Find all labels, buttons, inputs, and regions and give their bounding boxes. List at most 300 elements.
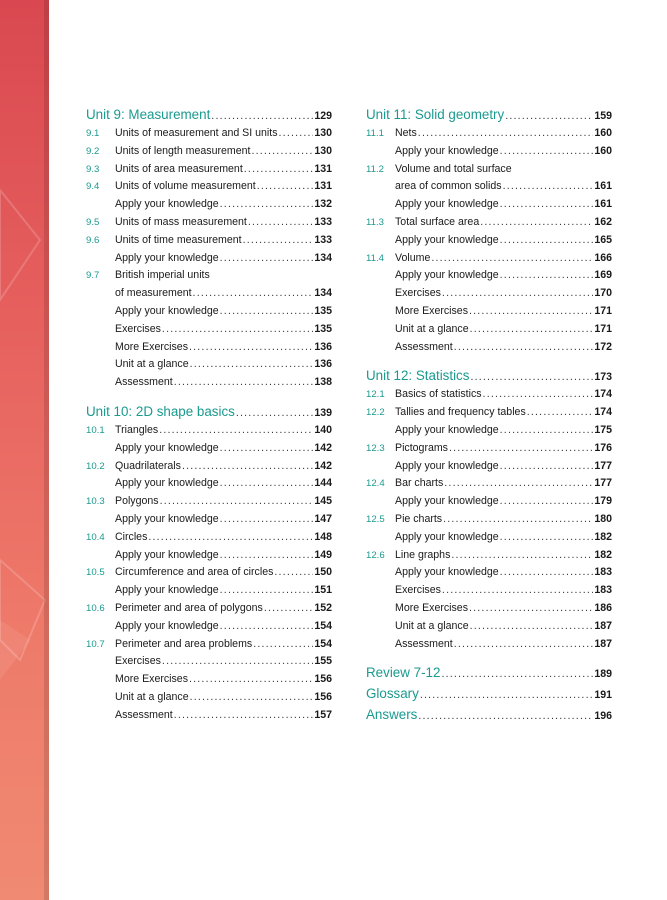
dot-leader bbox=[220, 511, 314, 529]
unit-heading-unit-11-solid-geometry[interactable] bbox=[366, 104, 612, 125]
toc-entry[interactable] bbox=[366, 143, 612, 161]
page-number: 161 bbox=[594, 198, 612, 211]
section-number: 12.4 bbox=[366, 478, 385, 490]
page-number: 140 bbox=[314, 423, 332, 436]
toc-entry[interactable] bbox=[366, 511, 612, 529]
section-number: 10.5 bbox=[86, 567, 105, 579]
page-number: 162 bbox=[594, 215, 612, 228]
section-number: 11.4 bbox=[366, 252, 384, 264]
dot-leader bbox=[193, 285, 314, 303]
entry-text bbox=[115, 196, 332, 214]
toc-entry[interactable] bbox=[366, 458, 612, 476]
toc-entry[interactable] bbox=[366, 404, 612, 422]
toc-entry[interactable] bbox=[86, 564, 332, 582]
toc-entry[interactable] bbox=[366, 475, 612, 493]
dot-leader bbox=[442, 582, 593, 600]
entry-text bbox=[115, 440, 332, 458]
section-number: 10.2 bbox=[86, 460, 105, 472]
entry-text bbox=[115, 671, 332, 689]
toc-entry[interactable] bbox=[366, 582, 612, 600]
page-number: 174 bbox=[594, 388, 612, 401]
toc-entry[interactable] bbox=[86, 232, 332, 250]
page-number: 171 bbox=[594, 304, 612, 317]
entry-text bbox=[115, 250, 332, 268]
page-number: 154 bbox=[314, 619, 332, 632]
dot-leader bbox=[182, 458, 313, 476]
toc-entry[interactable] bbox=[366, 196, 612, 214]
toc-entry[interactable] bbox=[366, 564, 612, 582]
page-number: 131 bbox=[314, 162, 332, 175]
dot-leader bbox=[500, 529, 594, 547]
entry-text bbox=[395, 267, 612, 285]
toc-entry[interactable] bbox=[86, 161, 332, 179]
entry-text bbox=[395, 250, 612, 268]
entry-text bbox=[395, 564, 612, 582]
toc-entry[interactable] bbox=[366, 321, 612, 339]
toc-entry[interactable] bbox=[86, 321, 332, 339]
entry-text bbox=[395, 618, 612, 636]
entry-text bbox=[395, 285, 612, 303]
entry-title: Apply your knowledge bbox=[115, 548, 219, 561]
page-number: 171 bbox=[594, 322, 612, 335]
toc-entry[interactable] bbox=[366, 636, 612, 654]
entry-text bbox=[115, 475, 332, 493]
page-number: 150 bbox=[314, 566, 332, 579]
entry-text bbox=[115, 356, 332, 374]
toc-entry[interactable] bbox=[366, 250, 612, 268]
entry-text bbox=[115, 339, 332, 357]
toc-entry[interactable] bbox=[366, 600, 612, 618]
page-number: 173 bbox=[594, 371, 612, 384]
toc-entry[interactable] bbox=[366, 303, 612, 321]
section-number: 9.2 bbox=[86, 145, 100, 157]
entry-title: Apply your knowledge bbox=[115, 512, 219, 525]
toc-entry[interactable] bbox=[86, 440, 332, 458]
toc-entry[interactable] bbox=[86, 214, 332, 232]
dot-leader bbox=[431, 250, 593, 268]
entry-text bbox=[115, 511, 332, 529]
dot-leader bbox=[500, 564, 594, 582]
entry-title: Apply your knowledge bbox=[395, 144, 499, 157]
dot-leader bbox=[248, 214, 313, 232]
entry-title: Exercises bbox=[115, 322, 161, 335]
page-number: 129 bbox=[314, 110, 332, 122]
page-number: 172 bbox=[594, 340, 612, 353]
section-number: 10.6 bbox=[86, 602, 105, 614]
page-number: 177 bbox=[594, 459, 612, 472]
dot-leader bbox=[244, 161, 314, 179]
toc-entry[interactable] bbox=[86, 689, 332, 707]
entry-text bbox=[395, 440, 612, 458]
page-number: 142 bbox=[314, 459, 332, 472]
entry-text bbox=[115, 689, 332, 707]
dot-leader bbox=[470, 321, 594, 339]
entry-text bbox=[395, 321, 612, 339]
toc-entry[interactable] bbox=[366, 440, 612, 458]
unit-heading-unit-12-statistics[interactable] bbox=[366, 365, 612, 386]
entry-title: Quadrilaterals bbox=[115, 459, 181, 472]
dot-leader bbox=[257, 178, 314, 196]
entry-title: Units of area measurement bbox=[115, 162, 243, 175]
entry-title: Exercises bbox=[115, 655, 161, 668]
entry-title: Triangles bbox=[115, 423, 159, 436]
entry-text bbox=[115, 267, 332, 285]
entry-text bbox=[115, 564, 332, 582]
page-number: 136 bbox=[314, 340, 332, 353]
entry-title: Units of length measurement bbox=[115, 144, 251, 157]
dot-leader bbox=[190, 689, 314, 707]
page-number: 130 bbox=[314, 127, 332, 139]
dot-leader bbox=[220, 618, 314, 636]
toc-entry[interactable] bbox=[86, 303, 332, 321]
entry-text bbox=[395, 600, 612, 618]
dot-leader bbox=[243, 232, 314, 250]
dot-leader bbox=[189, 339, 313, 357]
page-number: 142 bbox=[314, 441, 332, 454]
section-number: 9.5 bbox=[86, 216, 100, 228]
entry-title: Tallies and frequency tables bbox=[395, 406, 526, 419]
toc-entry[interactable] bbox=[366, 493, 612, 511]
dot-leader bbox=[470, 618, 594, 636]
entry-title: Unit at a glance bbox=[115, 690, 189, 703]
entry-text bbox=[115, 321, 332, 339]
page-number: 170 bbox=[594, 287, 612, 300]
toc-entry[interactable] bbox=[86, 458, 332, 476]
section-number: 12.1 bbox=[366, 389, 385, 401]
entry-title: Units of mass measurement bbox=[115, 215, 247, 228]
entry-text bbox=[115, 214, 332, 232]
toc-right-column bbox=[366, 104, 612, 725]
dot-leader bbox=[220, 250, 314, 268]
entry-text bbox=[115, 125, 332, 143]
section-number: 11.3 bbox=[366, 216, 384, 228]
dot-leader bbox=[420, 685, 593, 706]
entry-title: Exercises bbox=[395, 287, 441, 300]
toc-entry[interactable] bbox=[86, 529, 332, 547]
dot-leader bbox=[189, 671, 313, 689]
entry-text bbox=[115, 178, 332, 196]
entry-title: Apply your knowledge bbox=[395, 495, 499, 508]
entry-title: More Exercises bbox=[395, 304, 468, 317]
toc-left-column bbox=[86, 104, 332, 725]
toc-entry[interactable] bbox=[86, 582, 332, 600]
section-number: 9.4 bbox=[86, 181, 100, 193]
dot-leader bbox=[253, 636, 313, 654]
entry-text bbox=[395, 511, 612, 529]
page-number: 131 bbox=[314, 180, 332, 193]
page-number: 182 bbox=[594, 548, 612, 561]
toc-entry[interactable] bbox=[86, 618, 332, 636]
entry-title: Apply your knowledge bbox=[115, 251, 219, 264]
toc-entry[interactable] bbox=[366, 386, 612, 404]
entry-title: Units of volume measurement bbox=[115, 180, 256, 193]
unit-title: Answers bbox=[366, 707, 418, 723]
toc-entry[interactable] bbox=[86, 547, 332, 565]
entry-title: More Exercises bbox=[395, 601, 468, 614]
page-number: 135 bbox=[314, 322, 332, 335]
unit-title: Glossary bbox=[366, 686, 419, 702]
dot-leader bbox=[220, 440, 314, 458]
section-gap bbox=[86, 392, 332, 401]
dot-leader bbox=[469, 303, 593, 321]
dot-leader bbox=[220, 196, 314, 214]
entry-text bbox=[115, 582, 332, 600]
entry-title: Apply your knowledge bbox=[395, 459, 499, 472]
dot-leader bbox=[418, 706, 593, 727]
toc-entry[interactable] bbox=[86, 493, 332, 511]
entry-title: Perimeter and area problems bbox=[115, 637, 253, 650]
dot-leader bbox=[500, 196, 594, 214]
page-number: 157 bbox=[314, 708, 332, 721]
section-number: 12.3 bbox=[366, 442, 385, 454]
dot-leader bbox=[469, 600, 593, 618]
toc-entry[interactable] bbox=[86, 707, 332, 725]
page-number: 179 bbox=[594, 495, 612, 508]
page-number: 159 bbox=[594, 110, 612, 122]
entry-title: Circles bbox=[115, 530, 148, 543]
section-number: 11.1 bbox=[366, 128, 384, 139]
dot-leader bbox=[500, 493, 594, 511]
dot-leader bbox=[483, 386, 594, 404]
entry-text bbox=[115, 600, 332, 618]
page-number: 147 bbox=[314, 512, 332, 525]
page-number: 176 bbox=[594, 441, 612, 454]
toc-entry[interactable] bbox=[86, 475, 332, 493]
page-number: 130 bbox=[314, 144, 332, 157]
unit-heading-glossary[interactable] bbox=[366, 683, 612, 704]
entry-text bbox=[395, 214, 612, 232]
page-number: 154 bbox=[314, 637, 332, 650]
toc-entry[interactable] bbox=[86, 374, 332, 392]
entry-title: Basics of statistics bbox=[395, 388, 482, 401]
entry-title: Volume bbox=[395, 251, 431, 264]
entry-title: Units of time measurement bbox=[115, 233, 242, 246]
dot-leader bbox=[500, 422, 594, 440]
entry-title: Apply your knowledge bbox=[115, 441, 219, 454]
dot-leader bbox=[190, 356, 314, 374]
entry-text bbox=[115, 232, 332, 250]
page-number: 191 bbox=[594, 689, 612, 702]
toc-entry[interactable] bbox=[86, 178, 332, 196]
entry-title: British imperial units bbox=[115, 269, 210, 282]
decorative-side-band bbox=[0, 0, 49, 900]
entry-text bbox=[395, 232, 612, 250]
toc-entry[interactable] bbox=[86, 196, 332, 214]
page-number: 136 bbox=[314, 358, 332, 371]
toc-entry[interactable] bbox=[86, 511, 332, 529]
page-number: 148 bbox=[314, 530, 332, 543]
toc-entry[interactable] bbox=[86, 250, 332, 268]
toc-entry[interactable] bbox=[366, 125, 612, 143]
page-number: 134 bbox=[314, 251, 332, 264]
dot-leader bbox=[527, 404, 594, 422]
entry-text bbox=[395, 161, 612, 179]
entry-title: Apply your knowledge bbox=[115, 198, 219, 211]
dot-leader bbox=[441, 664, 593, 685]
unit-title: Unit 12: Statistics bbox=[366, 368, 470, 384]
toc-entry[interactable] bbox=[86, 671, 332, 689]
dot-leader bbox=[174, 374, 314, 392]
dot-leader bbox=[220, 547, 314, 565]
page-number: 166 bbox=[594, 251, 612, 264]
entry-text bbox=[395, 303, 612, 321]
dot-leader bbox=[454, 636, 594, 654]
entry-title: Apply your knowledge bbox=[115, 477, 219, 490]
entry-text bbox=[115, 303, 332, 321]
toc-entry[interactable] bbox=[366, 339, 612, 357]
page-number: 135 bbox=[314, 304, 332, 317]
entry-text bbox=[115, 143, 332, 161]
dot-leader bbox=[220, 475, 314, 493]
toc-entry[interactable] bbox=[366, 214, 612, 232]
page-number: 133 bbox=[314, 215, 332, 228]
geometric-pattern-icon bbox=[0, 0, 49, 900]
page-number: 169 bbox=[594, 269, 612, 282]
entry-text bbox=[395, 143, 612, 161]
entry-text bbox=[115, 285, 332, 303]
dot-leader bbox=[418, 125, 594, 143]
entry-title: Assessment bbox=[115, 376, 173, 389]
entry-text bbox=[395, 125, 612, 143]
entry-text bbox=[115, 458, 332, 476]
toc-entry[interactable] bbox=[366, 161, 612, 179]
page-number: 156 bbox=[314, 673, 332, 686]
toc-entry[interactable] bbox=[86, 422, 332, 440]
toc-entry[interactable] bbox=[86, 143, 332, 161]
page-number: 156 bbox=[314, 690, 332, 703]
page-number: 138 bbox=[314, 376, 332, 389]
section-number: 10.7 bbox=[86, 638, 105, 650]
dot-leader bbox=[174, 707, 314, 725]
entry-text bbox=[395, 404, 612, 422]
toc-entry[interactable] bbox=[86, 636, 332, 654]
band-shadow bbox=[44, 0, 49, 900]
toc-entry[interactable] bbox=[86, 125, 332, 143]
entry-text bbox=[115, 493, 332, 511]
page-number: 196 bbox=[594, 710, 612, 723]
page-number: 183 bbox=[594, 584, 612, 597]
unit-heading-unit-9-measurement[interactable] bbox=[86, 104, 332, 125]
unit-heading-answers[interactable] bbox=[366, 704, 612, 725]
entry-title: Unit at a glance bbox=[395, 619, 469, 632]
entry-title: of measurement bbox=[115, 287, 192, 300]
entry-text bbox=[395, 493, 612, 511]
unit-title: Unit 11: Solid geometry bbox=[366, 107, 505, 122]
entry-text bbox=[115, 547, 332, 565]
dot-leader bbox=[505, 106, 593, 127]
entry-title: Apply your knowledge bbox=[115, 619, 219, 632]
entry-title: Apply your knowledge bbox=[115, 584, 219, 597]
page-number: 175 bbox=[594, 423, 612, 436]
page-number: 180 bbox=[594, 512, 612, 525]
dot-leader bbox=[160, 493, 314, 511]
dot-leader bbox=[442, 285, 593, 303]
page-number: 183 bbox=[594, 566, 612, 579]
toc-entry[interactable] bbox=[86, 356, 332, 374]
page-number: 139 bbox=[314, 406, 332, 419]
page-number: 187 bbox=[594, 619, 612, 632]
toc-entry[interactable] bbox=[366, 529, 612, 547]
entry-title: Line graphs bbox=[395, 548, 451, 561]
dot-leader bbox=[274, 564, 313, 582]
entry-title: Perimeter and area of polygons bbox=[115, 601, 263, 614]
page-number: 189 bbox=[594, 668, 612, 681]
entry-text bbox=[115, 636, 332, 654]
toc-entry[interactable] bbox=[86, 339, 332, 357]
entry-text bbox=[115, 422, 332, 440]
toc-entry[interactable] bbox=[366, 267, 612, 285]
entry-title: Apply your knowledge bbox=[395, 269, 499, 282]
entry-title: More Exercises bbox=[115, 340, 188, 353]
entry-title: Apply your knowledge bbox=[395, 530, 499, 543]
entry-title: Exercises bbox=[395, 584, 441, 597]
page-number: 152 bbox=[314, 601, 332, 614]
dot-leader bbox=[443, 511, 593, 529]
page-number: 144 bbox=[314, 477, 332, 490]
entry-title: Apply your knowledge bbox=[395, 198, 499, 211]
page-number: 145 bbox=[314, 495, 332, 508]
section-gap bbox=[366, 653, 612, 662]
toc-entry[interactable] bbox=[366, 178, 612, 196]
page-number: 182 bbox=[594, 530, 612, 543]
toc-entry[interactable] bbox=[86, 267, 332, 285]
entry-text bbox=[395, 636, 612, 654]
entry-title: Nets bbox=[395, 127, 417, 139]
section-number: 9.6 bbox=[86, 234, 100, 246]
entry-text bbox=[395, 422, 612, 440]
toc-entry[interactable] bbox=[366, 232, 612, 250]
dot-leader bbox=[162, 653, 313, 671]
entry-title: Pie charts bbox=[395, 512, 443, 525]
page-number: 187 bbox=[594, 637, 612, 650]
dot-leader bbox=[220, 582, 314, 600]
entry-text bbox=[395, 582, 612, 600]
dot-leader bbox=[444, 475, 593, 493]
entry-title: Apply your knowledge bbox=[115, 304, 219, 317]
toc-entry[interactable] bbox=[86, 653, 332, 671]
dot-leader bbox=[503, 178, 594, 196]
entry-title: Bar charts bbox=[395, 477, 444, 490]
toc-entry[interactable] bbox=[366, 618, 612, 636]
section-number: 9.3 bbox=[86, 163, 100, 175]
entry-text bbox=[395, 386, 612, 404]
toc-entry[interactable] bbox=[366, 285, 612, 303]
page-number: 160 bbox=[594, 127, 612, 139]
dot-leader bbox=[500, 143, 594, 161]
page-number: 160 bbox=[594, 144, 612, 157]
dot-leader bbox=[279, 125, 314, 143]
entry-title: Assessment bbox=[115, 708, 173, 721]
section-number: 10.3 bbox=[86, 496, 105, 508]
unit-heading-unit-10-2d-shape-basics[interactable] bbox=[86, 401, 332, 422]
entry-text bbox=[395, 547, 612, 565]
page-number: 151 bbox=[314, 584, 332, 597]
dot-leader bbox=[451, 547, 593, 565]
unit-heading-review-7-12[interactable] bbox=[366, 662, 612, 683]
section-number: 9.7 bbox=[86, 270, 100, 282]
section-number: 10.1 bbox=[86, 424, 105, 436]
page-number: 161 bbox=[594, 180, 612, 193]
entry-title: area of common solids bbox=[395, 180, 502, 193]
entry-title: Volume and total surface bbox=[395, 162, 512, 175]
toc-entry[interactable] bbox=[86, 600, 332, 618]
dot-leader bbox=[162, 321, 313, 339]
toc-entry[interactable] bbox=[86, 285, 332, 303]
section-number: 12.6 bbox=[366, 549, 385, 561]
toc-entry[interactable] bbox=[366, 422, 612, 440]
dot-leader bbox=[220, 303, 314, 321]
toc-entry[interactable] bbox=[366, 547, 612, 565]
